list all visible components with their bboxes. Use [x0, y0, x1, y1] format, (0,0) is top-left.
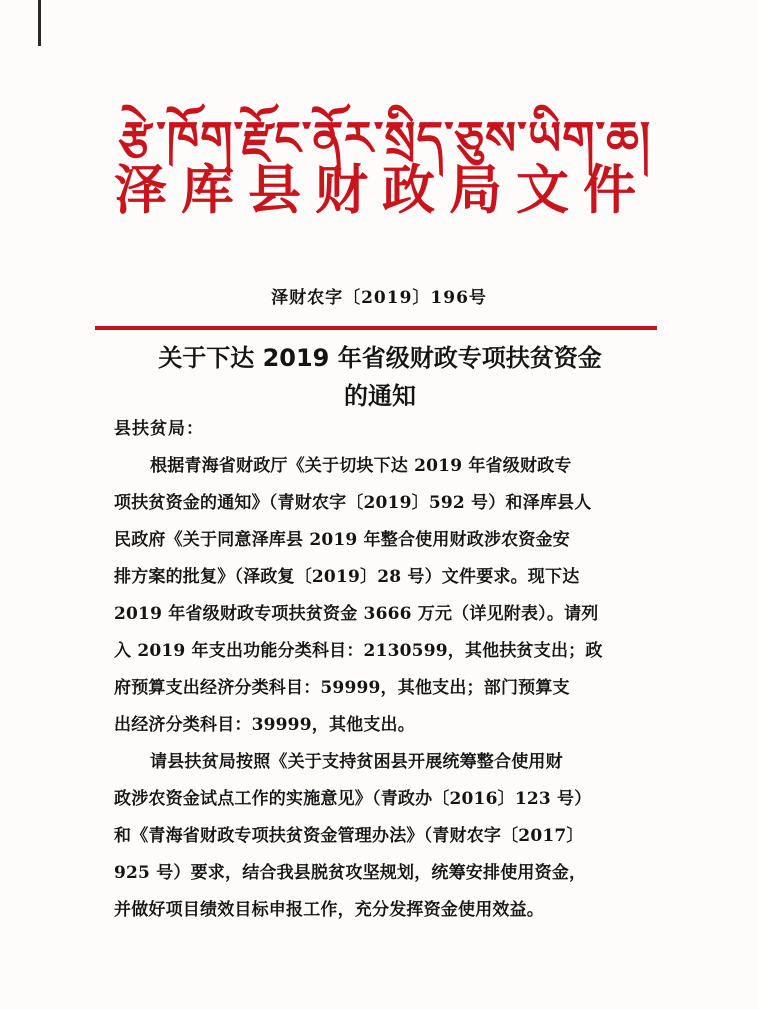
binding-mark [38, 0, 41, 46]
document-number: 泽财农字〔2019〕196号 [271, 288, 487, 308]
paragraph-1-line-1: 根据青海省财政厅《关于切块下达 2019 年省级财政专 [150, 456, 572, 476]
document-title-line-1: 关于下达 2019 年省级财政专项扶贫资金 [158, 344, 602, 372]
paragraph-1-line-5: 2019 年省级财政专项扶贫资金 3666 万元（详见附表）。请列 [114, 604, 599, 624]
tibetan-issuer-title: རྩེ་ཁོག་རྫོང་ནོར་སྲིད་ཅུས་ཡིག་ཆ། [118, 111, 652, 165]
paragraph-2-line-2: 政涉农资金试点工作的实施意见》（青政办〔2016〕123 号） [114, 789, 592, 809]
document-title-line-2: 的通知 [344, 382, 416, 410]
paragraph-1-line-3: 民政府《关于同意泽库县 2019 年整合使用财政涉农资金安 [114, 530, 570, 550]
paragraph-2-line-4: 925 号）要求，结合我县脱贫攻坚规划，统筹安排使用资金， [114, 863, 587, 883]
salutation: 县扶贫局： [114, 419, 204, 439]
paragraph-1-line-4: 排方案的批复》（泽政复〔2019〕28 号）文件要求。现下达 [114, 567, 580, 587]
paragraph-2-line-3: 和《青海省财政专项扶贫资金管理办法》（青财农字〔2017〕 [114, 826, 584, 846]
paragraph-1-line-6: 入 2019 年支出功能分类科目：2130599，其他扶贫支出；政 [114, 641, 603, 661]
red-separator-line [95, 326, 657, 330]
paragraph-1-line-8: 出经济分类科目：39999，其他支出。 [114, 715, 415, 735]
paragraph-2-line-1: 请县扶贫局按照《关于支持贫困县开展统筹整合使用财 [150, 752, 563, 772]
issuer-title: 泽库县财政局文件 [114, 159, 650, 221]
paragraph-2-line-5: 并做好项目绩效目标申报工作，充分发挥资金使用效益。 [114, 900, 544, 920]
paragraph-1-line-7: 府预算支出经济分类科目：59999，其他支出；部门预算支 [114, 678, 570, 698]
paragraph-1-line-2: 项扶贫资金的通知》（青财农字〔2019〕592 号）和泽库县人 [114, 493, 592, 513]
